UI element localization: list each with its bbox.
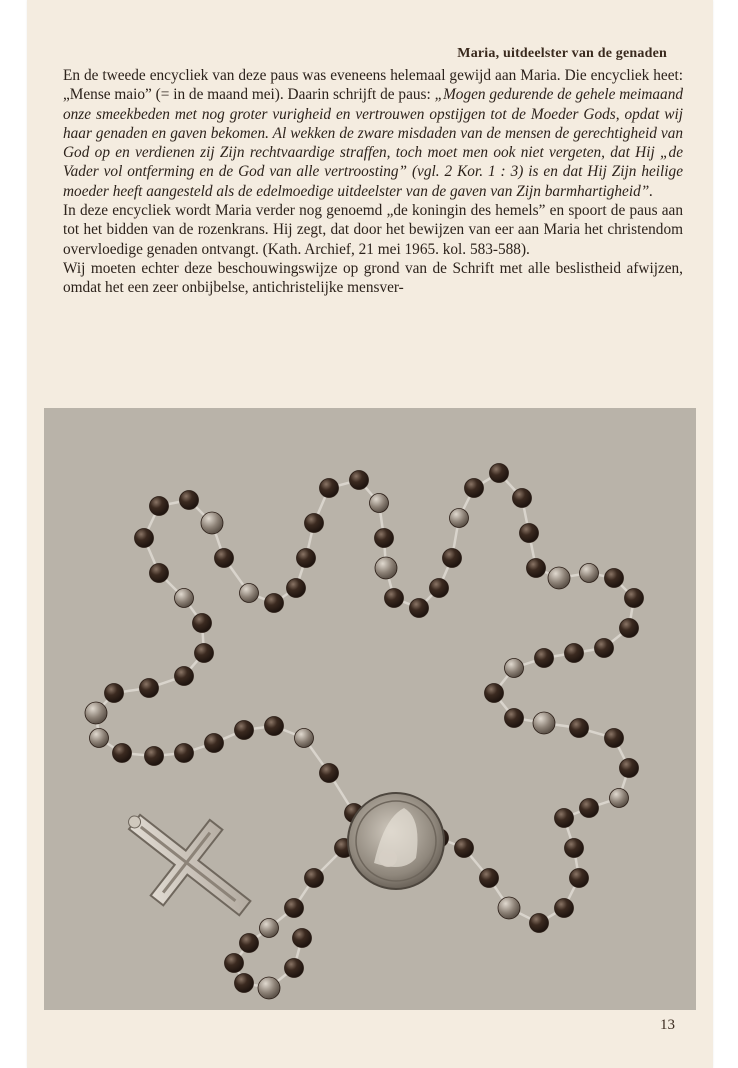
rosary-bead — [505, 659, 524, 678]
rosary-bead — [145, 747, 164, 766]
rosary-bead — [305, 514, 324, 533]
rosary-bead — [105, 684, 124, 703]
rosary-bead — [175, 744, 194, 763]
rosary-bead — [150, 497, 169, 516]
rosary-bead — [443, 549, 462, 568]
paragraph-1 — [63, 66, 683, 201]
rosary-bead — [205, 734, 224, 753]
rosary-bead — [150, 564, 169, 583]
rosary-bead — [285, 899, 304, 918]
paragraph-1-text: En de tweede encycliek van deze paus was eveneens helemaal gewijd aan Maria. Die encycliek heet: „Mense maio” (= in de maand mei). Daarin schrijft de paus: — [63, 67, 683, 104]
running-head: Maria, uitdeelster van de genaden — [457, 46, 667, 61]
rosary-bead — [135, 529, 154, 548]
rosary-bead — [455, 839, 474, 858]
rosary-bead — [201, 512, 223, 534]
rosary-bead — [620, 759, 639, 778]
rosary-bead — [195, 644, 214, 663]
rosary-bead — [193, 614, 212, 633]
rosary-bead — [605, 729, 624, 748]
page-number: 13 — [660, 1017, 675, 1033]
rosary-bead — [140, 679, 159, 698]
rosary-bead — [225, 954, 244, 973]
encyclical-quote: „Mogen gedurende de gehele meimaand onze smeekbeden met nog groter vurigheid en vertrouwen opstijgen tot de Moeder Gods, opdat wij haar genaden en gaven bekomen. Al wekken de zware misdaden van de mensen de gerechtigheid van God op en verdienen zij Zijn rechtvaardige straffen, toch moet men ook niet vergeten, dat Hij „de Vader vol ontferming en de God van alle vertroosting” (vgl. 2 Kor. 1 : 3) is en dat Hij Zijn heilige moeder heeft aangesteld als de edelmoedige uitdeelster van de gaven van Zijn barmhartigheid”. — [63, 86, 683, 200]
rosary-bead — [293, 929, 312, 948]
rosary-bead — [175, 589, 194, 608]
rosary-bead — [295, 729, 314, 748]
rosary-bead — [625, 589, 644, 608]
rosary-bead — [235, 974, 254, 993]
rosary-bead — [465, 479, 484, 498]
rosary-bead — [305, 869, 324, 888]
rosary-bead — [498, 897, 520, 919]
rosary-bead — [350, 471, 369, 490]
rosary-bead — [565, 644, 584, 663]
rosary-bead — [605, 569, 624, 588]
rosary-bead — [513, 489, 532, 508]
rosary-bead — [527, 559, 546, 578]
rosary-bead — [285, 959, 304, 978]
rosary-bead — [430, 579, 449, 598]
rosary-bead — [480, 869, 499, 888]
rosary-bead — [580, 564, 599, 583]
rosary-bead — [595, 639, 614, 658]
rosary-bead — [113, 744, 132, 763]
rosary-bead — [610, 789, 629, 808]
rosary-bead — [370, 494, 389, 513]
rosary-bead — [555, 809, 574, 828]
rosary-bead — [320, 479, 339, 498]
rosary-bead — [258, 977, 280, 999]
rosary-bead — [375, 557, 397, 579]
rosary-bead — [490, 464, 509, 483]
rosary-bead — [548, 567, 570, 589]
rosary-bead — [297, 549, 316, 568]
rosary-bead — [320, 764, 339, 783]
rosary-bead — [530, 914, 549, 933]
book-page — [27, 0, 713, 1068]
body-text — [63, 66, 683, 298]
paragraph-3: Wij moeten echter deze beschouwingswijze op grond van de Schrift met alle beslistheid afwijzen, omdat het een zeer onbijbelse, antichristelijke mensver- — [63, 259, 683, 297]
rosary-bead — [533, 712, 555, 734]
rosary-bead — [215, 549, 234, 568]
rosary-bead — [90, 729, 109, 748]
rosary-bead — [570, 869, 589, 888]
rosary-bead — [287, 579, 306, 598]
rosary-bead — [180, 491, 199, 510]
rosary-bead — [485, 684, 504, 703]
rosary-bead — [565, 839, 584, 858]
rosary-bead — [620, 619, 639, 638]
rosary-bead — [85, 702, 107, 724]
medal-icon — [348, 793, 444, 889]
rosary-bead — [175, 667, 194, 686]
rosary-photo — [44, 408, 696, 1010]
paragraph-2: In deze encycliek wordt Maria verder nog genoemd „de koningin des hemels” en spoort de paus aan tot het bidden van de rozenkrans. Hij zegt, dat door het bewijzen van eer aan Maria het christendom overvloedige genaden ontvangt. (Kath. Archief, 21 mei 1965. kol. 583-588). — [63, 202, 683, 258]
rosary-bead — [240, 934, 259, 953]
rosary-bead — [450, 509, 469, 528]
rosary-bead — [580, 799, 599, 818]
rosary-bead — [375, 529, 394, 548]
rosary-bead — [265, 717, 284, 736]
rosary-bead — [410, 599, 429, 618]
rosary-bead — [520, 524, 539, 543]
rosary-bead — [570, 719, 589, 738]
rosary-bead — [240, 584, 259, 603]
rosary-bead — [505, 709, 524, 728]
rosary-bead — [535, 649, 554, 668]
rosary-bead — [260, 919, 279, 938]
rosary-bead — [235, 721, 254, 740]
rosary-bead — [385, 589, 404, 608]
rosary-bead — [265, 594, 284, 613]
rosary-bead — [555, 899, 574, 918]
